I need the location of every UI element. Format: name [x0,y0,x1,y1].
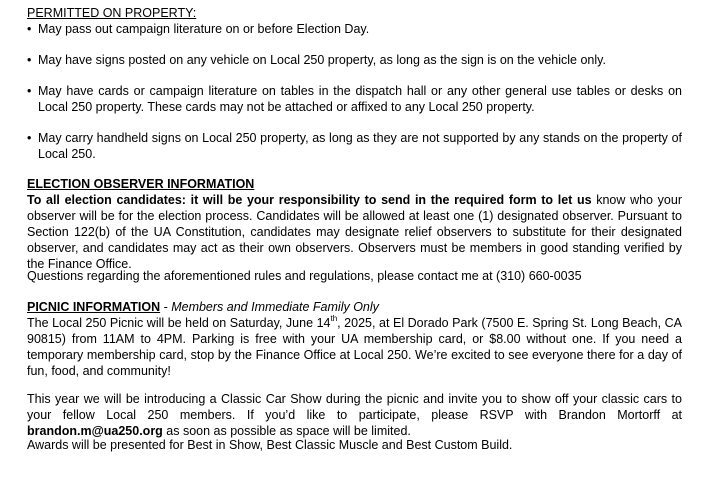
rsvp-email[interactable]: brandon.m@ua250.org [27,424,163,438]
picnic-subtitle: Members and Immediate Family Only [171,300,379,314]
observer-paragraph [27,192,682,272]
bullet-text: May carry handheld signs on Local 250 property, as long as they are not supported by any stands on the property of Local 250. [38,131,682,161]
observer-title: ELECTION OBSERVER INFORMATION [27,177,255,191]
bullet-icon: • [27,53,32,67]
permitted-bullet-2 [27,52,682,68]
bullet-text: May have cards or campaign literature on tables in the dispatch hall or any other general use tables or desks on Local 250 property. These cards may not be attached or affixed to any Local 250 property. [38,84,682,114]
permitted-bullet-1 [27,21,682,37]
observer-contact: Questions regarding the aforementioned rules and regulations, please contact me at (310) 660-0035 [27,269,582,283]
observer-bold-lead: To all election candidates: it will be your responsibility to send in the required form to let us [27,193,592,207]
picnic-p2-text-2: as soon as possible as space will be limited. [162,424,411,438]
observer-body: know who your observer will be for the election process. Candidates will be allowed at least one (1) designated observer. Pursuant to Section 122(b) of the UA Constitution, candidates may designate relief observers to substitute for their designated observer, and candidates may act as their own observers. Observers must be members in good standing verified by the Finance Office. [27,193,682,271]
picnic-title-sep: - [160,300,172,314]
picnic-paragraph-1 [27,315,682,379]
picnic-p2-text: This year we will be introducing a Classic Car Show during the picnic and invite you to show off your classic cars to your fellow Local 250 members. If you’d like to participate, please RSVP with Brandon Mortorff at [27,392,682,422]
bullet-text: May pass out campaign literature on or before Election Day. [38,22,370,36]
picnic-title: PICNIC INFORMATION [27,300,161,314]
bullet-text: May have signs posted on any vehicle on Local 250 property, as long as the sign is on the vehicle only. [38,53,606,67]
permitted-bullet-4 [27,130,682,162]
bullet-icon: • [27,84,32,98]
permitted-title: PERMITTED ON PROPERTY: [27,6,197,20]
picnic-paragraph-2 [27,391,682,439]
picnic-header [27,299,682,315]
picnic-p1-sup: th [330,313,338,323]
permitted-bullet-3 [27,83,682,115]
picnic-awards: Awards will be presented for Best in Show, Best Classic Muscle and Best Custom Build. [27,438,513,452]
bullet-icon: • [27,131,32,145]
picnic-p1-text: The Local 250 Picnic will be held on Saturday, June 14 [27,316,331,330]
picnic-p1-text-2: , 2025, at El Dorado Park (7500 E. Spring St. Long Beach, CA 90815) from 11AM to 4PM. Parking is free with your UA membership card, or $8.00 without one. If you need a temporary membership card, stop by the Finance Office at Local 250. We’re excited to see everyone there for a day of fun, food, and community! [27,316,683,378]
bullet-icon: • [27,22,32,36]
